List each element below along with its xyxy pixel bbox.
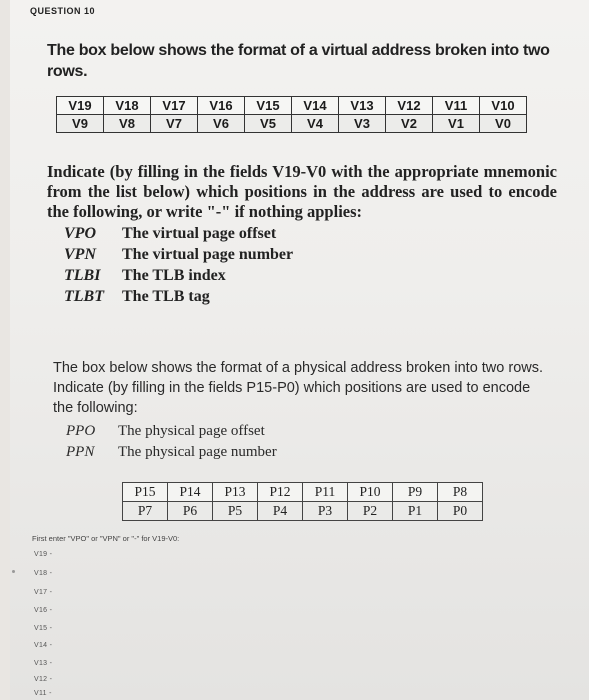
virtual-row-top bbox=[57, 97, 527, 115]
virtual-cell: V6 bbox=[198, 115, 245, 133]
physical-cell: P0 bbox=[438, 502, 483, 521]
physical-cell: P2 bbox=[348, 502, 393, 521]
physical-cell: P8 bbox=[438, 483, 483, 502]
virtual-cell: V2 bbox=[386, 115, 433, 133]
virtual-cell: V14 bbox=[292, 97, 339, 115]
virtual-cell: V17 bbox=[151, 97, 198, 115]
mnemonic-code: TLBI bbox=[64, 267, 101, 284]
mnemonic-desc: The virtual page number bbox=[122, 246, 294, 263]
virtual-cell: V12 bbox=[386, 97, 433, 115]
answer-field[interactable]: V14 - bbox=[34, 642, 53, 649]
intro-text: The box below shows the format of a virtual address broken into two rows. bbox=[47, 42, 550, 80]
virtual-cell: V8 bbox=[104, 115, 151, 133]
answer-field[interactable]: V15 - bbox=[34, 625, 53, 632]
physical-cell: P11 bbox=[303, 483, 348, 502]
virtual-cell: V1 bbox=[433, 115, 480, 133]
virtual-row-bottom bbox=[57, 115, 527, 133]
virtual-cell: V11 bbox=[433, 97, 480, 115]
mnemonic-item bbox=[64, 287, 210, 307]
virtual-cell: V18 bbox=[104, 97, 151, 115]
mnemonic-desc: The virtual page offset bbox=[122, 225, 277, 242]
answer-field[interactable]: V11 - bbox=[34, 690, 52, 697]
physical-cell: P1 bbox=[393, 502, 438, 521]
answer-field[interactable]: V17 - bbox=[34, 589, 53, 596]
physical-cell: P10 bbox=[348, 483, 393, 502]
physical-mnemonic-item bbox=[66, 442, 277, 462]
physical-cell: P15 bbox=[123, 483, 168, 502]
physical-cell: P12 bbox=[258, 483, 303, 502]
mnemonic-desc: The physical page offset bbox=[118, 423, 265, 439]
virtual-cell: V3 bbox=[339, 115, 386, 133]
virtual-cell: V19 bbox=[57, 97, 104, 115]
mnemonic-item bbox=[64, 224, 276, 244]
instructions-text: Indicate (by filling in the fields V19-V0 with the appropriate mnemonic from the list below) which positions in the address are used to encode the following, or write "-" if nothing applies: bbox=[47, 162, 557, 221]
answer-field[interactable]: V12 - bbox=[34, 676, 53, 683]
answer-field[interactable]: V19 - bbox=[34, 551, 53, 558]
virtual-address-table bbox=[56, 96, 527, 133]
answer-field[interactable]: V18 - bbox=[34, 570, 53, 577]
answer-field[interactable]: V16 - bbox=[34, 607, 53, 614]
virtual-cell: V16 bbox=[198, 97, 245, 115]
physical-mnemonic-item bbox=[66, 421, 265, 441]
physical-address-table bbox=[122, 482, 483, 521]
physical-intro-text: The box below shows the format of a physical address broken into two rows. Indicate (by filling in the fields P15-P0) which positions are used to encode the following: bbox=[53, 360, 544, 416]
mnemonic-item bbox=[64, 266, 226, 286]
question-label: QUESTION 10 bbox=[30, 6, 96, 16]
mnemonic-code: TLBT bbox=[64, 288, 104, 305]
virtual-cell: V4 bbox=[292, 115, 339, 133]
virtual-cell: V13 bbox=[339, 97, 386, 115]
virtual-cell: V0 bbox=[480, 115, 527, 133]
mnemonic-code: VPO bbox=[64, 225, 96, 242]
physical-row-top bbox=[123, 483, 483, 502]
fill-instructions: First enter "VPO" or "VPN" or "-" for V19-V0: bbox=[32, 534, 180, 543]
virtual-cell: V7 bbox=[151, 115, 198, 133]
virtual-cell: V9 bbox=[57, 115, 104, 133]
mnemonic-code: PPO bbox=[66, 423, 96, 439]
physical-row-bottom bbox=[123, 502, 483, 521]
mnemonic-desc: The physical page number bbox=[118, 444, 277, 460]
mnemonic-desc: The TLB tag bbox=[122, 288, 210, 305]
physical-cell: P6 bbox=[168, 502, 213, 521]
physical-cell: P13 bbox=[213, 483, 258, 502]
virtual-cell: V10 bbox=[480, 97, 527, 115]
physical-cell: P4 bbox=[258, 502, 303, 521]
mnemonic-code: VPN bbox=[64, 246, 96, 263]
physical-cell: P5 bbox=[213, 502, 258, 521]
physical-cell: P9 bbox=[393, 483, 438, 502]
physical-cell: P14 bbox=[168, 483, 213, 502]
virtual-cell: V5 bbox=[245, 115, 292, 133]
physical-cell: P7 bbox=[123, 502, 168, 521]
physical-cell: P3 bbox=[303, 502, 348, 521]
answer-field[interactable]: V13 - bbox=[34, 660, 53, 667]
mnemonic-item bbox=[64, 245, 293, 265]
mnemonic-desc: The TLB index bbox=[122, 267, 226, 284]
mnemonic-code: PPN bbox=[66, 444, 95, 460]
bullet-dot bbox=[12, 570, 15, 573]
virtual-cell: V15 bbox=[245, 97, 292, 115]
